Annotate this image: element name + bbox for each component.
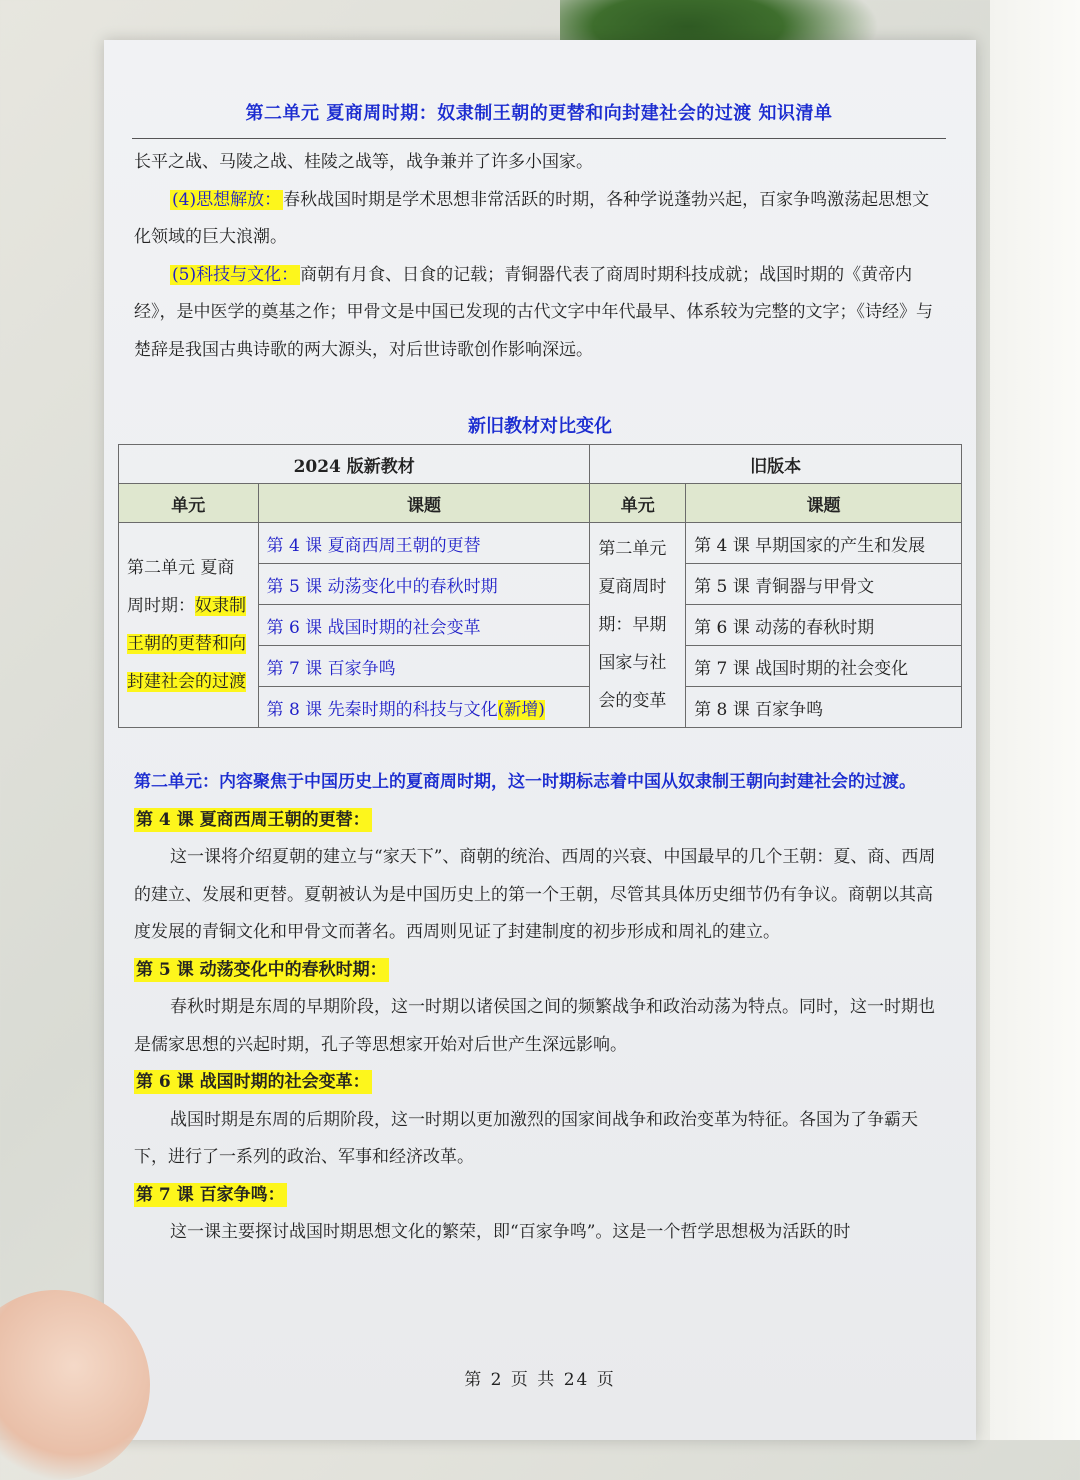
new-lesson-8-cell (258, 687, 590, 728)
old-lesson-4: 第 4 课 早期国家的产生和发展 (686, 523, 962, 564)
new-lesson-8: 第 8 课 先秦时期的科技与文化 (266, 699, 498, 720)
new-unit-highlight: 奴隶制王朝的更替和向封建社会的过渡 (127, 596, 246, 692)
new-lesson-7: 第 7 课 百家争鸣 (258, 646, 590, 687)
new-lesson-4: 第 4 课 夏商西周王朝的更替 (258, 523, 590, 564)
col-lesson-new: 课题 (258, 484, 590, 523)
lesson-7-text: 这一课主要探讨战国时期思想文化的繁荣，即“百家争鸣”。这是一个哲学思想极为活跃的时 (170, 1222, 851, 1242)
col-lesson-old: 课题 (686, 484, 962, 523)
lesson-5-heading (134, 952, 946, 990)
lesson-7-title: 第 7 课 百家争鸣： (136, 1184, 285, 1205)
lesson-5-text: 春秋时期是东周的早期阶段，这一时期以诸侯国之间的频繁战争和政治动荡为特点。同时，这一时期也是儒家思想的兴起时期，孔子等思想家开始对后世产生深远影响。 (134, 997, 935, 1055)
item-4-text: 春秋战国时期是学术思想非常活跃的时期，各种学说蓬勃兴起，百家争鸣激荡起思想文化领域的巨大浪潮。 (134, 189, 930, 247)
summary-section (134, 764, 946, 1252)
item-4-label: (4)思想解放： (172, 189, 282, 210)
old-lesson-5: 第 5 课 青铜器与甲骨文 (686, 564, 962, 605)
lesson-4-title: 第 4 课 夏商西周王朝的更替： (136, 809, 370, 830)
comparison-table (118, 444, 962, 728)
page-footer: 第 2 页 共 24 页 (464, 1370, 616, 1390)
table-header-row (119, 445, 962, 484)
lesson-6-text: 战国时期是东周的后期阶段，这一时期以更加激烈的国家间战争和政治变革为特征。各国为了争霸天下，进行了一系列的政治、军事和经济改革。 (134, 1109, 918, 1167)
document-page (104, 40, 976, 1440)
old-lesson-8: 第 8 课 百家争鸣 (686, 687, 962, 728)
old-unit-cell: 第二单元夏商周时期：早期国家与社会的变革 (590, 523, 686, 728)
old-edition-header: 旧版本 (590, 445, 962, 484)
col-unit-old: 单元 (590, 484, 686, 523)
summary-lead: 第二单元：内容聚焦于中国历史上的夏商周时期，这一时期标志着中国从奴隶制王朝向封建社会的过渡。 (134, 772, 916, 792)
item-5-text: 商朝有月食、日食的记载；青铜器代表了商周时期科技成就；战国时期的《黄帝内经》，是中医学的奠基之作；甲骨文是中国已发现的古代文字中年代最早、体系较为完整的文字；《诗经》与楚辞是我国古典诗歌的两大源头，对后世诗歌创作影响深远。 (134, 264, 933, 360)
new-lesson-5: 第 5 课 动荡变化中的春秋时期 (258, 564, 590, 605)
lesson-5-title: 第 5 课 动荡变化中的春秋时期： (136, 959, 387, 980)
background-window (990, 0, 1080, 1440)
page-header: 第二单元 夏商周时期：奴隶制王朝的更替和向封建社会的过渡 知识清单 (132, 100, 946, 139)
lesson-6-heading (134, 1064, 946, 1102)
lesson-4-heading (134, 802, 946, 840)
lesson-4-text: 这一课将介绍夏朝的建立与“家天下”、商朝的统治、西周的兴衰、中国最早的几个王朝：夏、商、西周的建立、发展和更替。夏朝被认为是中国历史上的第一个王朝，尽管其具体历史细节仍有争议。商朝以其高度发展的青铜文化和甲骨文而著名。西周则见证了封建制度的初步形成和周礼的建立。 (134, 847, 936, 942)
item-5-paragraph (134, 257, 946, 370)
new-lesson-6: 第 6 课 战国时期的社会变革 (258, 605, 590, 646)
intro-section (134, 144, 946, 369)
new-unit-cell (119, 523, 259, 728)
lesson-7-heading (134, 1177, 946, 1215)
lesson-6-title: 第 6 课 战国时期的社会变革： (136, 1072, 370, 1092)
item-5-label: (5)科技与文化： (172, 264, 299, 285)
col-unit-new: 单元 (119, 484, 259, 523)
old-lesson-7: 第 7 课 战国时期的社会变化 (686, 646, 962, 687)
table-column-row (119, 484, 962, 523)
new-tag: (新增) (497, 699, 545, 720)
new-unit-plain: 第二单元 夏商周时期： (127, 558, 235, 616)
comparison-title: 新旧教材对比变化 (468, 416, 612, 437)
item-4-paragraph (134, 182, 946, 257)
table-row (119, 523, 962, 564)
intro-line: 长平之战、马陵之战、桂陵之战等，战争兼并了许多小国家。 (134, 152, 593, 172)
new-edition-header: 2024 版新教材 (119, 445, 590, 484)
old-lesson-6: 第 6 课 动荡的春秋时期 (686, 605, 962, 646)
